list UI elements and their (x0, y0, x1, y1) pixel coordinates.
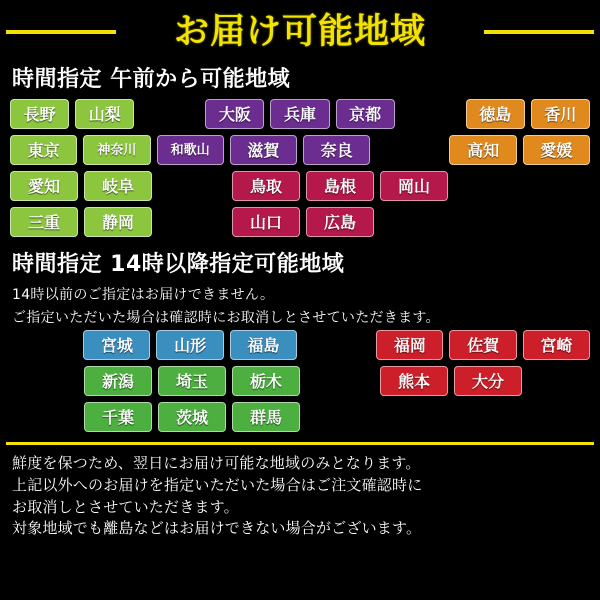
prefecture-chip: 熊本 (380, 366, 448, 396)
prefecture-chip: 山梨 (75, 99, 134, 129)
prefecture-chip: 福岡 (376, 330, 443, 360)
prefecture-chip: 福島 (230, 330, 297, 360)
prefecture-chip: 長野 (10, 99, 69, 129)
prefecture-chip: 兵庫 (270, 99, 329, 129)
section2-chip-grid (10, 330, 590, 432)
prefecture-chip: 東京 (10, 135, 77, 165)
chip-spacer (10, 366, 78, 396)
prefecture-chip: 山形 (156, 330, 223, 360)
section1-heading: 時間指定 午前から可能地域 (12, 67, 291, 92)
chip-spacer (376, 135, 443, 165)
prefecture-chip: 大分 (454, 366, 522, 396)
section1-chip-grid (10, 99, 590, 237)
prefecture-chip: 岐阜 (84, 171, 152, 201)
chip-row (10, 171, 590, 201)
prefecture-chip: 神奈川 (83, 135, 150, 165)
poster-title-bar (0, 0, 600, 58)
footer-notes (12, 453, 588, 540)
prefecture-chip: 大阪 (205, 99, 264, 129)
chip-row (10, 330, 590, 360)
title-rule-right (484, 30, 594, 34)
footer-line: お取消しとさせていただきます。 (12, 497, 239, 516)
prefecture-chip: 香川 (531, 99, 590, 129)
prefecture-chip: 千葉 (84, 402, 152, 432)
chip-spacer (306, 366, 374, 396)
chip-row (10, 135, 590, 165)
prefecture-chip: 京都 (336, 99, 395, 129)
prefecture-chip: 奈良 (303, 135, 370, 165)
chip-row (10, 366, 590, 396)
footer-line: 鮮度を保つため、翌日にお届け可能な地域のみとなります。 (12, 454, 421, 472)
section2-heading: 時間指定 14時以降指定可能地域 (12, 252, 345, 277)
prefecture-chip: 宮城 (83, 330, 150, 360)
prefecture-chip: 佐賀 (449, 330, 516, 360)
title-rule-left (6, 30, 116, 34)
prefecture-chip: 島根 (306, 171, 374, 201)
prefecture-chip: 山口 (232, 207, 300, 237)
prefecture-chip: 岡山 (380, 171, 448, 201)
prefecture-chip: 三重 (10, 207, 78, 237)
prefecture-chip: 鳥取 (232, 171, 300, 201)
prefecture-chip: 愛知 (10, 171, 78, 201)
chip-spacer (303, 330, 370, 360)
chip-spacer (158, 207, 226, 237)
prefecture-chip: 栃木 (232, 366, 300, 396)
section2-note-2: ご指定いただいた場合は確認時にお取消しとさせていただきます。 (12, 310, 440, 326)
prefecture-chip: 群馬 (232, 402, 300, 432)
footer-line: 上記以外へのお届けを指定いただいた場合はご注文確認時に (12, 475, 423, 494)
chip-row (10, 99, 590, 129)
prefecture-chip: 徳島 (466, 99, 525, 129)
prefecture-chip: 茨城 (158, 402, 226, 432)
chip-row (10, 402, 590, 432)
chip-spacer (10, 330, 77, 360)
prefecture-chip: 滋賀 (230, 135, 297, 165)
prefecture-chip: 和歌山 (157, 135, 224, 165)
footer-divider (6, 442, 594, 445)
chip-spacer (10, 402, 78, 432)
prefecture-chip: 愛媛 (523, 135, 590, 165)
chip-spacer (401, 99, 460, 129)
footer-line: 対象地域でも離島などはお届けできない場合がございます。 (12, 519, 422, 538)
prefecture-chip: 広島 (306, 207, 374, 237)
chip-spacer (140, 99, 199, 129)
prefecture-chip: 宮崎 (523, 330, 590, 360)
section2-note-1: 14時以前のご指定はお届けできません。 (12, 287, 275, 303)
prefecture-chip: 埼玉 (158, 366, 226, 396)
chip-row (10, 207, 590, 237)
prefecture-chip: 静岡 (84, 207, 152, 237)
prefecture-chip: 高知 (449, 135, 516, 165)
chip-spacer (158, 171, 226, 201)
page-title: お届け可能地域 (168, 4, 432, 54)
prefecture-chip: 新潟 (84, 366, 152, 396)
